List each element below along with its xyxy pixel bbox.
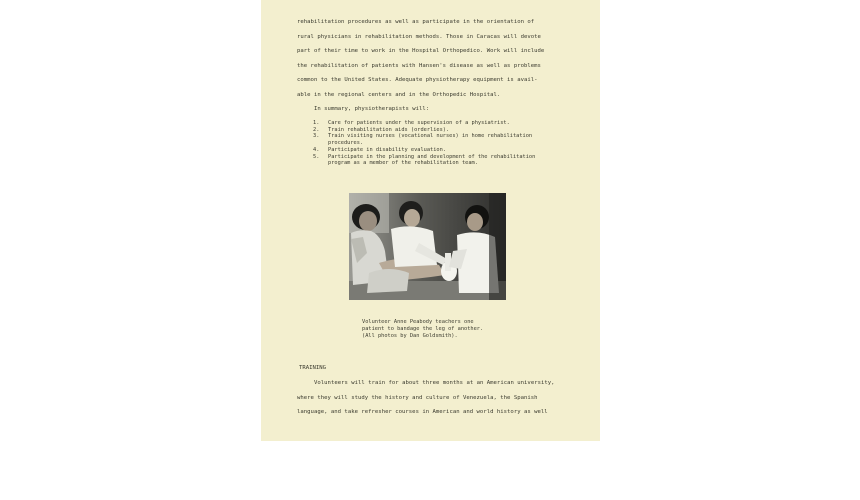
list-item-number: 1.	[313, 120, 320, 126]
photo	[349, 193, 506, 300]
list-item-number: 4.	[313, 146, 320, 153]
caption-line: Volunteer Anne Peabody teachers one	[362, 319, 474, 325]
body-line-4: the rehabilitation of patients with Hansen's disease as well as problems	[297, 63, 541, 69]
list-item-text: Participate in disability evaluation.	[328, 146, 446, 153]
body-line-6: able in the regional centers and in the Orthopedic Hospital.	[297, 92, 501, 98]
caption-line: patient to bandage the leg of another.	[362, 326, 484, 332]
list-item-number: 5.	[313, 153, 320, 160]
body-line-2: rural physicians in rehabilitation methods. Those in Caracas will devote	[297, 34, 541, 40]
training-line-2: where they will study the history and culture of Venezuela, the Spanish	[297, 395, 538, 401]
body-line-1: rehabilitation procedures as well as participate in the orientation of	[297, 19, 535, 25]
training-line-1: Volunteers will train for about three months at an American university,	[314, 380, 555, 386]
caption-line: (All photos by Dan Goldsmith).	[362, 333, 458, 339]
list-item	[313, 154, 573, 167]
list-item	[313, 127, 573, 134]
body-line-5: common to the United States. Adequate physiotherapy equipment is avail-	[297, 77, 538, 83]
list-item-continuation: program as a member of the rehabilitation team.	[328, 160, 478, 167]
body-line-3: part of their time to work in the Hospital Orthopedico. Work will include	[297, 48, 545, 54]
list-item-text: Participate in the planning and development of the rehabilitation	[328, 153, 536, 160]
list-item-text: Train rehabilitation aids (orderlies).	[328, 126, 450, 133]
list-item-text: Care for patients under the supervision of a physiatrist.	[328, 120, 510, 126]
list-item-text: Train visiting nurses (vocational nurses) in home rehabilitation	[328, 133, 533, 140]
duties-list	[313, 120, 573, 167]
photo-illustration	[349, 193, 506, 300]
training-line-3: language, and take refresher courses in American and world history as well	[297, 409, 548, 415]
list-item	[313, 133, 573, 146]
document-page	[261, 0, 600, 441]
list-item-number: 2.	[313, 126, 320, 133]
photo-caption	[362, 319, 483, 340]
list-item-continuation: procedures.	[328, 140, 364, 147]
section-heading-training: TRAINING	[299, 365, 326, 371]
summary-intro: In summary, physiotherapists will:	[314, 106, 430, 112]
list-item	[313, 120, 573, 127]
list-item-number: 3.	[313, 133, 320, 140]
list-item	[313, 147, 573, 154]
